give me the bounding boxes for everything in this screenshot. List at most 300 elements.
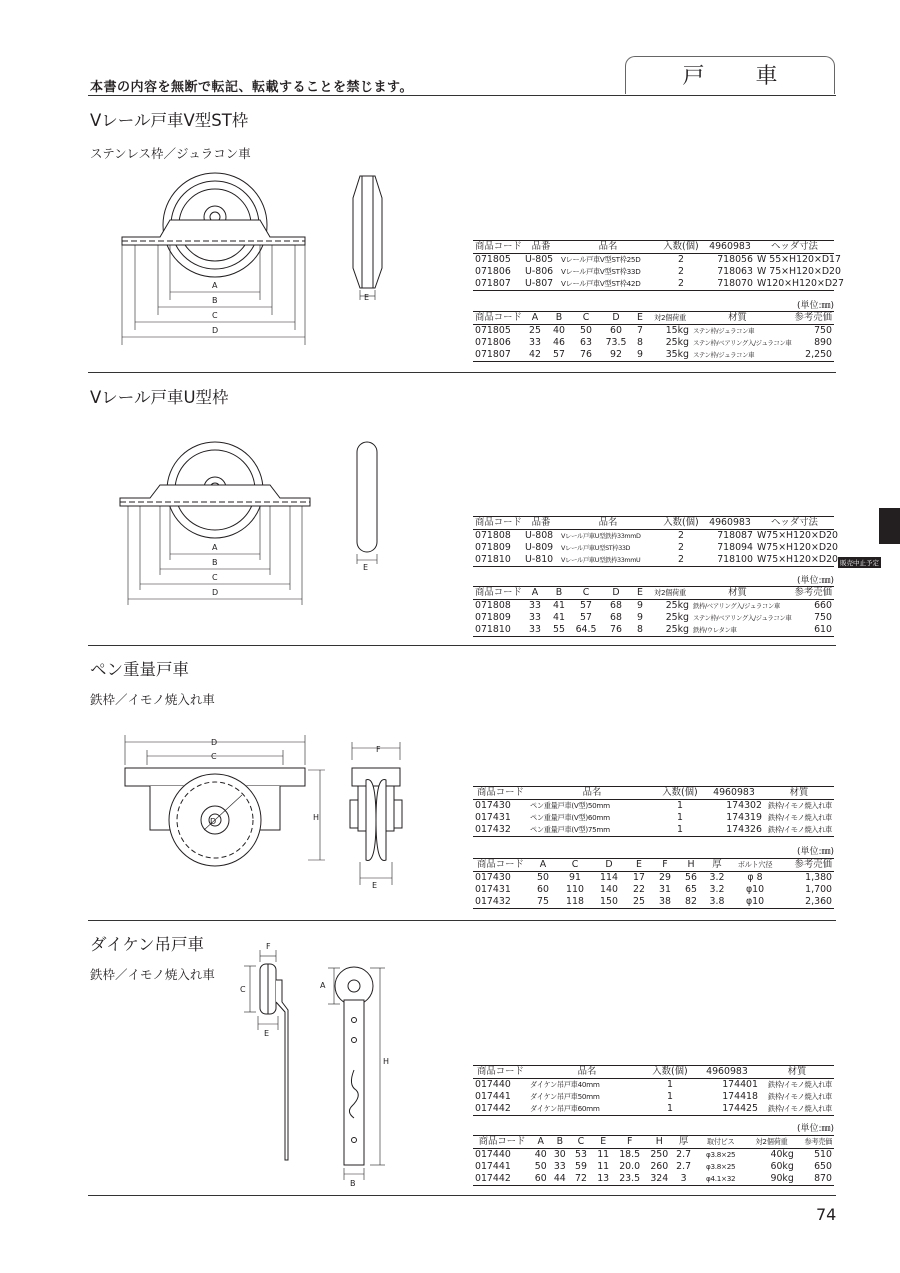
table-cell: 鉄枠/イモノ焼入れ車: [767, 813, 832, 822]
col-header: ボルト穴径: [730, 859, 780, 872]
col-header: C: [571, 312, 601, 325]
spec-table-2a: [473, 516, 839, 567]
table-cell: Vレール戸車V型ST枠33D: [561, 267, 641, 276]
table-cell: Vレール戸車U型鉄枠33mmU: [559, 554, 657, 567]
table-cell: U-807: [523, 278, 559, 291]
table-cell: 1: [667, 1091, 673, 1102]
table-cell: 38: [652, 896, 678, 909]
col-header: B: [547, 312, 571, 325]
col-header: 品名: [528, 787, 656, 800]
table-cell: φ3.8×25: [706, 1150, 736, 1159]
table-cell: 42: [523, 349, 547, 362]
dim-label-a: A: [212, 281, 218, 290]
table-cell: 610: [784, 624, 834, 637]
table-cell: ペン重量戸車(V型)75mm: [528, 824, 656, 837]
table-cell: 33: [553, 1161, 566, 1172]
table-cell: 071810: [473, 554, 523, 567]
table-cell: 017440: [475, 1079, 511, 1090]
col-header: A: [523, 312, 547, 325]
table-cell: 071807: [473, 349, 523, 362]
table-cell: 174425: [694, 1103, 760, 1116]
table-cell: 1: [646, 1103, 694, 1116]
col-header: A: [523, 587, 547, 600]
table-cell: 20.0: [619, 1161, 641, 1172]
col-header: C: [558, 859, 592, 872]
table-cell: 40: [553, 325, 565, 336]
table-cell: 071808: [475, 530, 511, 541]
table-cell: 1,700: [805, 884, 832, 895]
dim-label-a: A: [320, 981, 326, 990]
table-cell: Vレール戸車V型ST枠42D: [559, 278, 657, 291]
table-cell: 25kg: [665, 612, 689, 623]
table-cell: φ3.8×25: [706, 1162, 736, 1171]
col-header: 品番: [523, 517, 559, 530]
table-cell: 76: [601, 624, 631, 637]
table-row: [473, 800, 834, 813]
table-cell: W120×H120×D27: [757, 278, 844, 289]
side-index-tab: [879, 508, 900, 544]
col-header: D: [601, 587, 631, 600]
table-cell: 017432: [473, 896, 528, 909]
table-row: [473, 554, 834, 567]
dim-label-b: B: [350, 1179, 356, 1188]
table-cell: 3.8: [704, 896, 730, 909]
v-u-roller-drawing: [140, 430, 400, 610]
table-cell: 071806: [475, 266, 511, 277]
table-cell: 57: [547, 349, 571, 362]
table-cell: 46: [553, 337, 565, 348]
table-cell: 8: [631, 624, 649, 637]
table-cell: 33: [529, 337, 541, 348]
table-row: [473, 600, 834, 613]
col-header: 品番: [523, 241, 559, 254]
table-cell: 65: [685, 884, 697, 895]
col-header: 対2個荷重: [649, 312, 691, 325]
table-row: [473, 812, 834, 824]
table-cell: 174319: [726, 812, 762, 823]
table-cell: 017442: [473, 1173, 531, 1186]
dim-label-e: E: [264, 1029, 270, 1038]
table-row: [473, 624, 834, 637]
table-cell: 174326: [704, 824, 764, 837]
table-cell: 25: [626, 896, 652, 909]
col-header: 参考売価: [784, 312, 834, 325]
header-rule: [88, 95, 836, 96]
col-header: C: [569, 1136, 592, 1149]
table-row: [473, 349, 834, 362]
section-rule: [88, 645, 836, 646]
section-title: Vレール戸車V型ST枠: [90, 111, 249, 130]
table-cell: 3.2: [709, 872, 725, 883]
col-header: E: [631, 587, 649, 600]
table-cell: 750: [814, 612, 832, 623]
table-cell: Vレール戸車U型鉄枠33mmD: [561, 532, 641, 540]
section-title: ペン重量戸車: [90, 660, 189, 679]
spec-table-3b: [473, 858, 834, 909]
table-cell: 2.7: [676, 1161, 692, 1172]
table-row: [473, 542, 834, 554]
table-cell: φ10: [730, 896, 780, 909]
table-cell: 2,360: [780, 896, 834, 909]
spec-table-1b: [473, 311, 834, 362]
pen-heavy-roller-drawing: [110, 730, 420, 900]
table-cell: 25kg: [665, 600, 689, 611]
table-cell: 50: [534, 1161, 547, 1172]
col-header: 品名: [559, 517, 657, 530]
table-cell: 68: [610, 612, 622, 623]
table-cell: 2: [657, 278, 705, 291]
table-cell: 60kg: [770, 1161, 794, 1172]
table-cell: 071805: [475, 254, 511, 265]
table-cell: Vレール戸車V型ST枠25D: [561, 255, 641, 264]
table-cell: 25: [529, 325, 541, 336]
table-row: [473, 884, 834, 896]
table-cell: ダイケン吊戸車60mm: [528, 1103, 646, 1116]
dim-label-c: C: [211, 752, 217, 761]
table-cell: 071806: [475, 337, 511, 348]
spec-table-3a: [473, 786, 834, 837]
table-cell: 33: [529, 612, 541, 623]
table-cell: 22: [633, 884, 645, 895]
table-cell: 17: [633, 872, 645, 883]
col-header: 材質: [760, 1066, 834, 1079]
table-cell: 11: [597, 1149, 610, 1160]
table-cell: 50: [537, 872, 549, 883]
table-cell: 2: [657, 554, 705, 567]
table-cell: 890: [814, 337, 832, 348]
dim-label-b: B: [212, 558, 218, 567]
table-cell: 23.5: [614, 1173, 646, 1186]
table-row: [473, 1103, 834, 1116]
table-cell: ペン重量戸車(V型)60mm: [530, 813, 610, 822]
table-cell: 13: [593, 1173, 614, 1186]
page-number: 74: [816, 1205, 837, 1224]
col-header: E: [626, 859, 652, 872]
col-header: B: [550, 1136, 569, 1149]
table-cell: 071805: [475, 325, 511, 336]
table-cell: ステン枠/ジュラコン車: [691, 349, 784, 362]
dim-label-d: D: [211, 738, 218, 747]
category-tab: 戸 車: [625, 56, 835, 94]
table-cell: 59: [574, 1161, 587, 1172]
table-cell: 鉄枠/イモノ焼入れ車: [767, 1080, 832, 1089]
table-cell: 1: [656, 824, 704, 837]
table-cell: 324: [646, 1173, 674, 1186]
col-header: 入数(個): [646, 1066, 694, 1079]
dim-label-b: B: [212, 296, 218, 305]
table-cell: W 55×H120×D17: [757, 254, 841, 265]
table-cell: 718056: [717, 254, 753, 265]
table-cell: 57: [580, 612, 592, 623]
col-header: 参考売価: [780, 859, 834, 872]
table-cell: 750: [814, 325, 832, 336]
col-header: ヘッダ寸法: [755, 241, 834, 254]
col-header: 4960983: [705, 241, 755, 254]
table-cell: 718100: [705, 554, 755, 567]
table-cell: 110: [566, 884, 584, 895]
table-cell: 33: [529, 600, 541, 611]
table-row: [473, 254, 834, 267]
dim-label-a: A: [212, 543, 218, 552]
footer-rule: [88, 1195, 836, 1196]
table-cell: 017441: [475, 1091, 511, 1102]
table-cell: φ 8: [747, 872, 763, 883]
col-header: 入数(個): [656, 787, 704, 800]
table-cell: 017431: [475, 884, 511, 895]
dim-label-d-inner: D: [210, 817, 217, 826]
table-row: [473, 1173, 834, 1186]
table-cell: 63: [580, 337, 592, 348]
unit-note: (単位:㎜): [796, 576, 834, 586]
table-cell: 75: [528, 896, 558, 909]
table-row: [473, 325, 834, 338]
table-cell: U-808: [525, 530, 554, 541]
dim-label-f: F: [266, 942, 271, 951]
col-header: 商品コード: [475, 241, 522, 252]
table-cell: U-806: [525, 266, 554, 277]
table-cell: 140: [600, 884, 618, 895]
table-cell: 鉄枠/イモノ焼入れ車: [764, 824, 834, 837]
table-cell: 174302: [726, 800, 762, 811]
col-header: C: [571, 587, 601, 600]
table-cell: 9: [637, 600, 643, 611]
section-title: ダイケン吊戸車: [90, 935, 205, 954]
table-cell: 250: [650, 1149, 669, 1160]
table-cell: 870: [796, 1173, 834, 1186]
table-cell: 2,250: [784, 349, 834, 362]
table-cell: 41: [553, 600, 565, 611]
table-row: [473, 1091, 834, 1103]
discontinued-badge: 販売中止予定: [840, 559, 879, 567]
v-st-roller-drawing: [100, 160, 400, 360]
section-subtitle: 鉄枠／イモノ焼入れ車: [90, 692, 215, 707]
table-cell: 017430: [475, 872, 511, 883]
col-header: 入数(個): [657, 517, 705, 530]
table-cell: 017441: [475, 1161, 511, 1172]
table-cell: 2.7: [676, 1149, 692, 1160]
col-header: B: [547, 587, 571, 600]
table-cell: 25kg: [665, 337, 689, 348]
unit-note: (単位:㎜): [796, 301, 834, 311]
table-cell: 15kg: [665, 325, 689, 336]
copyright-notice: 本書の内容を無断で転記、転載することを禁じます。: [90, 80, 413, 95]
table-cell: 260: [650, 1161, 669, 1172]
section-title: Vレール戸車U型枠: [90, 388, 229, 407]
table-cell: ペン重量戸車(V型)50mm: [530, 801, 610, 810]
table-cell: 1: [677, 800, 683, 811]
table-cell: 90kg: [747, 1173, 796, 1186]
col-header: 材質: [764, 787, 834, 800]
table-row: [473, 872, 834, 885]
col-header: F: [652, 859, 678, 872]
table-cell: 56: [685, 872, 697, 883]
table-cell: 53: [574, 1149, 587, 1160]
table-cell: 1,380: [805, 872, 832, 883]
col-header: 材質: [691, 587, 784, 600]
table-cell: 25kg: [649, 624, 691, 637]
table-cell: 35kg: [649, 349, 691, 362]
table-cell: 8: [637, 337, 643, 348]
table-cell: W75×H120×D20: [757, 542, 839, 553]
table-cell: 60: [537, 884, 549, 895]
table-cell: 82: [678, 896, 704, 909]
table-cell: U-810: [523, 554, 559, 567]
table-cell: 718063: [717, 266, 753, 277]
col-header: 対2個荷重: [747, 1136, 796, 1149]
col-header: 商品コード: [473, 1066, 528, 1079]
table-cell: 650: [814, 1161, 832, 1172]
col-header: 商品コード: [475, 517, 522, 528]
dim-label-d: D: [212, 326, 219, 335]
table-cell: 9: [637, 612, 643, 623]
col-header: 4960983: [694, 1066, 760, 1079]
dim-label-c: C: [212, 311, 218, 320]
col-header: 商品コード: [473, 1136, 531, 1149]
table-cell: 72: [569, 1173, 592, 1186]
table-cell: ステン枠/ベアリング入/ジュラコン車: [693, 339, 792, 347]
table-cell: 鉄枠/ベアリング入/ジュラコン車: [693, 602, 780, 610]
col-header: 品名: [559, 241, 657, 254]
dim-label-h: H: [313, 813, 320, 822]
col-header: 取付ビス: [694, 1136, 747, 1149]
table-cell: U-805: [525, 254, 554, 265]
col-header: 商品コード: [473, 787, 528, 800]
table-cell: 2: [678, 254, 684, 265]
table-row: [473, 896, 834, 909]
table-cell: 017440: [475, 1149, 511, 1160]
table-row: [473, 1079, 834, 1092]
table-cell: 76: [571, 349, 601, 362]
table-cell: φ10: [745, 884, 765, 895]
col-header: 入数(個): [657, 241, 705, 254]
table-cell: Vレール戸車U型ST枠33D: [561, 544, 631, 552]
table-cell: 2: [678, 542, 684, 553]
col-header: F: [614, 1136, 646, 1149]
table-cell: ダイケン吊戸車50mm: [530, 1092, 600, 1101]
table-row: [473, 530, 834, 543]
table-cell: 44: [550, 1173, 569, 1186]
table-row: [473, 1149, 834, 1162]
table-cell: 40kg: [770, 1149, 794, 1160]
col-header: 厚: [673, 1136, 694, 1149]
daiken-hanging-roller-drawing: [230, 940, 410, 1190]
table-cell: 31: [659, 884, 671, 895]
table-cell: 9: [631, 349, 649, 362]
col-header: 品名: [528, 1066, 646, 1079]
table-cell: U-809: [525, 542, 554, 553]
table-cell: 071807: [473, 278, 523, 291]
table-cell: 41: [553, 612, 565, 623]
table-cell: 68: [610, 600, 622, 611]
section-rule: [88, 372, 836, 373]
col-header: A: [528, 859, 558, 872]
table-cell: 017442: [473, 1103, 528, 1116]
dim-label-c: C: [240, 985, 246, 994]
table-cell: 174401: [722, 1079, 758, 1090]
section-subtitle: ステンレス枠／ジュラコン車: [90, 146, 251, 161]
table-cell: 92: [601, 349, 631, 362]
col-header: ヘッダ寸法: [755, 517, 834, 530]
table-cell: 50: [580, 325, 592, 336]
table-cell: 3.2: [709, 884, 725, 895]
spec-table-1a: [473, 240, 844, 291]
table-cell: 33: [523, 624, 547, 637]
table-cell: 91: [569, 872, 581, 883]
col-header: H: [678, 859, 704, 872]
spec-table-4b: [473, 1135, 834, 1186]
table-cell: 30: [553, 1149, 566, 1160]
unit-note: (単位:㎜): [796, 847, 834, 857]
col-header: 参考売価: [784, 587, 834, 600]
table-row: [473, 266, 834, 278]
table-cell: 7: [637, 325, 643, 336]
table-row: [473, 1161, 834, 1173]
col-header: D: [592, 859, 626, 872]
table-cell: W 75×H120×D20: [757, 266, 841, 277]
table-cell: 718087: [717, 530, 753, 541]
table-cell: 2: [678, 530, 684, 541]
table-cell: 071809: [475, 612, 511, 623]
col-header: H: [646, 1136, 674, 1149]
table-cell: 73.5: [605, 337, 627, 348]
table-cell: φ4.1×32: [694, 1173, 747, 1186]
table-cell: ダイケン吊戸車40mm: [530, 1080, 600, 1089]
table-cell: 017431: [475, 812, 511, 823]
col-header: 対2個荷重: [649, 587, 691, 600]
col-header: E: [593, 1136, 614, 1149]
dim-label-f: F: [376, 745, 381, 754]
table-row: [473, 824, 834, 837]
table-cell: 2: [678, 266, 684, 277]
col-header: 商品コード: [475, 312, 522, 323]
dim-label-d: D: [212, 588, 219, 597]
table-cell: ステン枠/ジュラコン車: [693, 327, 755, 335]
table-cell: 017430: [475, 800, 511, 811]
table-cell: 150: [592, 896, 626, 909]
col-header: A: [531, 1136, 550, 1149]
table-row: [473, 278, 834, 291]
spec-table-2b: [473, 586, 834, 637]
table-cell: 071808: [475, 600, 511, 611]
table-cell: 64.5: [571, 624, 601, 637]
table-cell: 1: [677, 812, 683, 823]
table-cell: W75×H120×D20: [757, 554, 839, 565]
table-cell: 174418: [722, 1091, 758, 1102]
table-cell: 017432: [473, 824, 528, 837]
dim-label-c: C: [212, 573, 218, 582]
table-cell: 鉄枠/イモノ焼入れ車: [760, 1103, 834, 1116]
dim-label-e: E: [363, 563, 369, 572]
table-cell: ステン枠/ベアリング入/ジュラコン車: [693, 614, 792, 622]
dim-label-e: E: [364, 293, 370, 302]
table-cell: 鉄枠/イモノ焼入れ車: [767, 801, 832, 810]
spec-table-4a: [473, 1065, 834, 1116]
table-cell: 660: [814, 600, 832, 611]
table-cell: 40: [534, 1149, 547, 1160]
section-rule: [88, 920, 836, 921]
table-cell: 718094: [717, 542, 753, 553]
dim-label-h: H: [383, 1057, 390, 1066]
table-cell: 55: [547, 624, 571, 637]
col-header: D: [601, 312, 631, 325]
col-header: 参考売価: [796, 1136, 834, 1149]
table-cell: 18.5: [619, 1149, 641, 1160]
table-cell: 60: [531, 1173, 550, 1186]
table-cell: 57: [580, 600, 592, 611]
table-cell: 3: [673, 1173, 694, 1186]
table-cell: 510: [814, 1149, 832, 1160]
table-cell: 114: [600, 872, 618, 883]
